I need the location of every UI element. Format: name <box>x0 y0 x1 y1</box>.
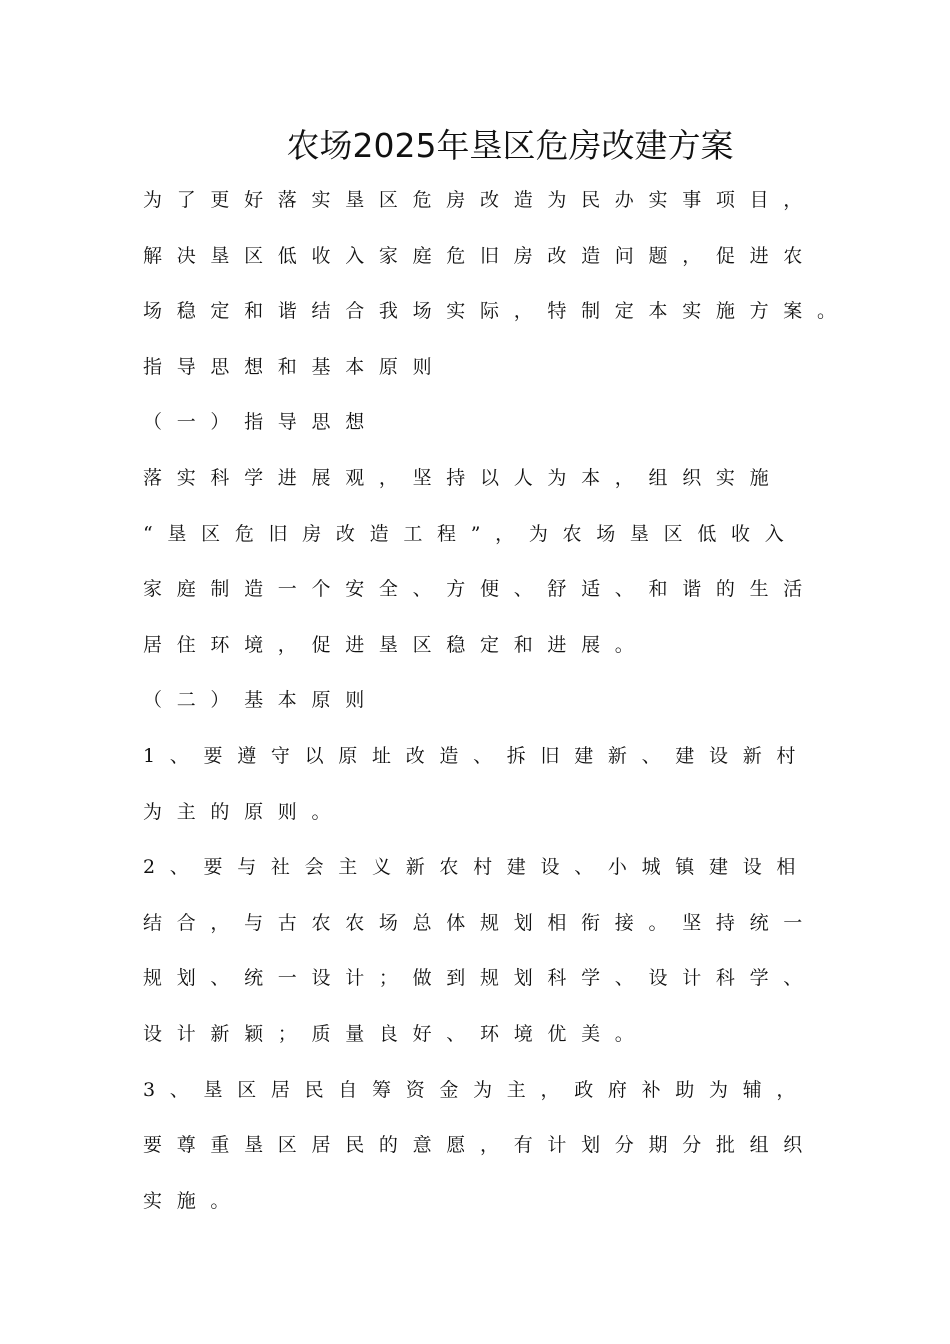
section-heading: 指导思想和基本原则 <box>143 355 447 378</box>
document-body <box>143 180 863 1236</box>
subsection-heading: （二）基本原则 <box>143 689 379 712</box>
text-line: 家庭制造一个安全、方便、舒适、和谐的生活 <box>143 578 818 601</box>
text-line: 落实科学进展观，坚持以人为本，组织实施 <box>143 466 784 489</box>
text-line: 场稳定和谐结合我场实际，特制定本实施方案。 <box>143 300 851 323</box>
list-item: 2、要与社会主义新农村建设、小城镇建设相 <box>143 856 811 879</box>
text-line: 结合，与古农农场总体规划相衔接。坚持统一 <box>143 911 818 934</box>
text-line: 要尊重垦区居民的意愿，有计划分期分批组织 <box>143 1134 818 1157</box>
text-line: 解决垦区低收入家庭危旧房改造问题，促进农 <box>143 244 818 267</box>
text-line: 居住环境，促进垦区稳定和进展。 <box>143 633 649 656</box>
text-line: 为主的原则。 <box>143 800 346 823</box>
document-title: 农场2025年垦区危房改建方案 <box>286 126 734 165</box>
text-line: 规划、统一设计；做到规划科学、设计科学、 <box>143 967 818 990</box>
text-line: 设计新颖；质量良好、环境优美。 <box>143 1022 649 1045</box>
text-line: 为了更好落实垦区危房改造为民办实事项目， <box>143 189 818 211</box>
list-item: 3、垦区居民自筹资金为主，政府补助为辅， <box>143 1078 811 1101</box>
subsection-heading: （一）指导思想 <box>143 411 379 434</box>
text-line: “垦区危旧房改造工程”，为农场垦区低收入 <box>143 522 799 545</box>
list-item: 1、要遵守以原址改造、拆旧建新、建设新村 <box>143 744 811 767</box>
text-line: 实施。 <box>143 1189 245 1212</box>
